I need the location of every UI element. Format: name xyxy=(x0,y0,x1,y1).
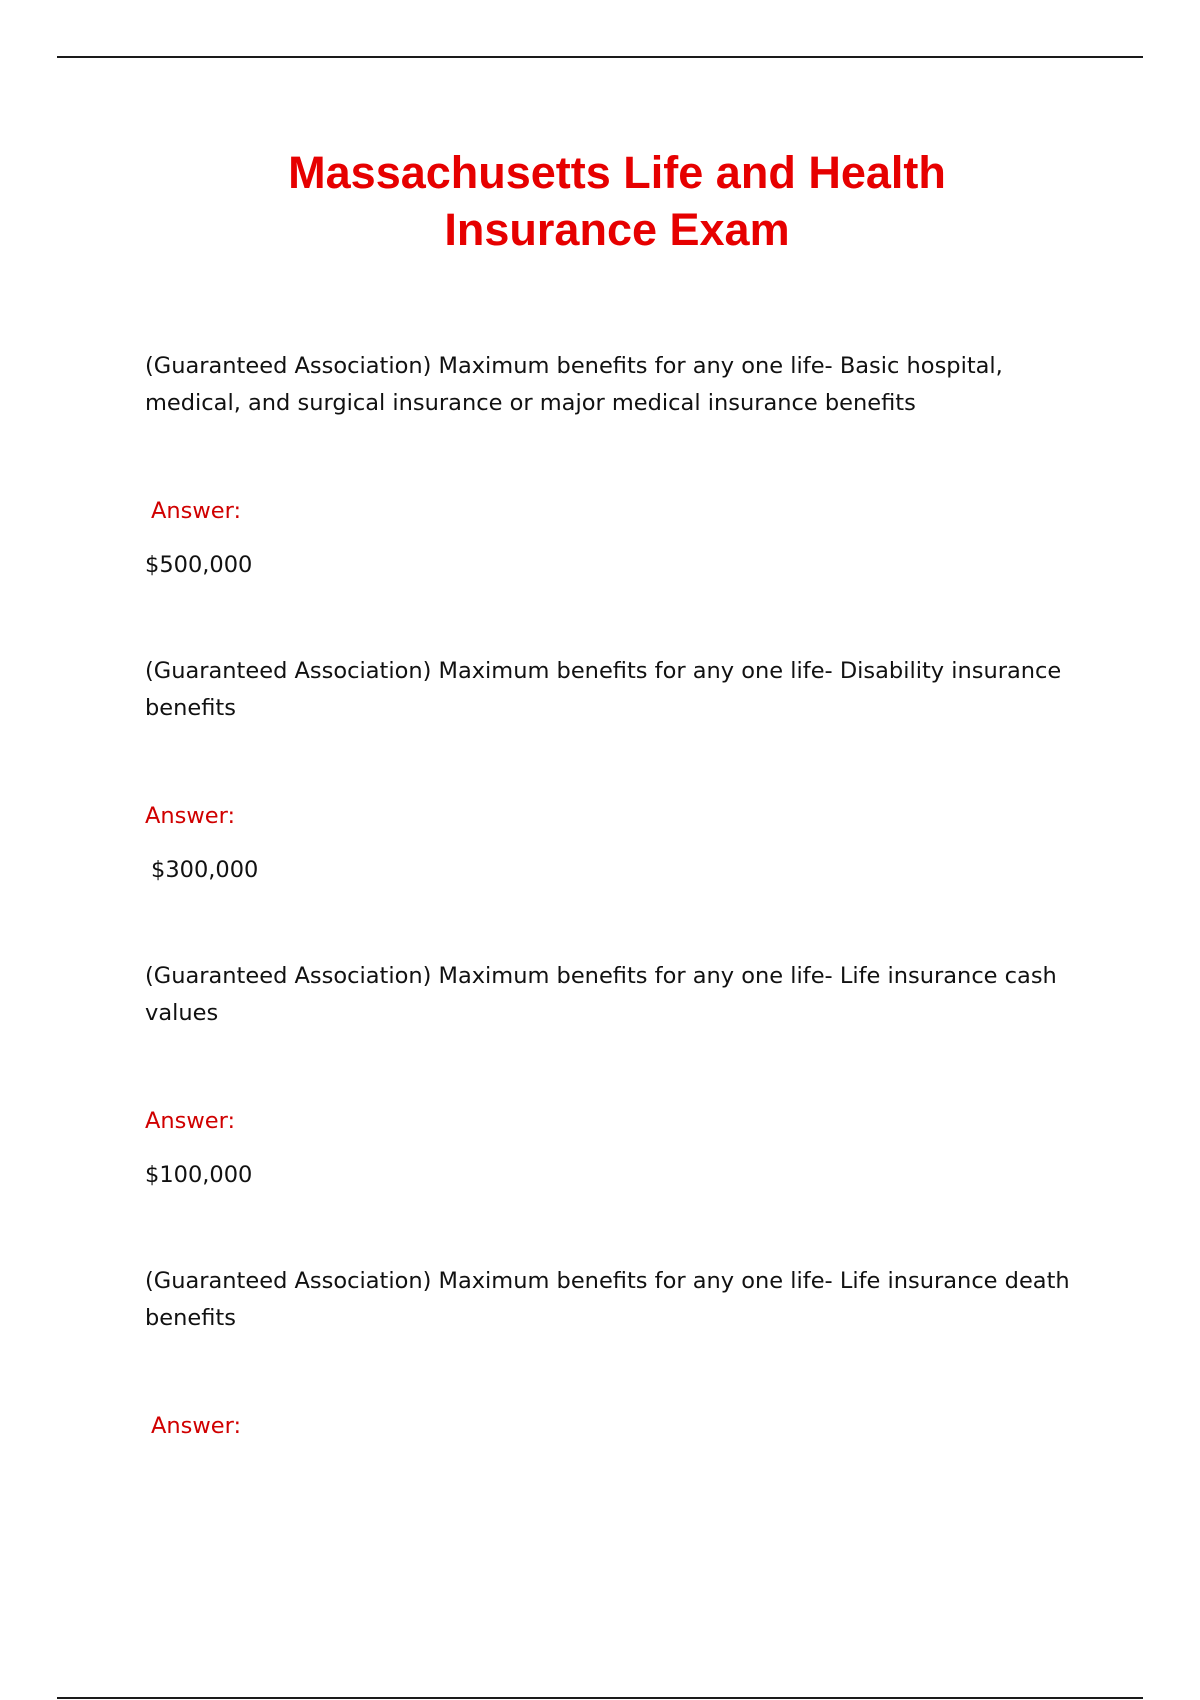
answer-value-3: $100,000 xyxy=(145,1162,253,1188)
document-title-line-2: Insurance Exam xyxy=(444,204,790,255)
document-title-line-1: Massachusetts Life and Health xyxy=(288,147,946,198)
answer-label-4: Answer: xyxy=(151,1413,242,1439)
answer-value-1: $500,000 xyxy=(145,552,253,578)
question-2: (Guaranteed Association) Maximum benefits for any one life- Disability insurance benefits xyxy=(145,658,1062,721)
answer-label-3: Answer: xyxy=(145,1108,236,1134)
qa-block-1 xyxy=(145,348,1105,578)
answer-label-1: Answer: xyxy=(151,498,242,524)
bottom-divider xyxy=(57,1697,1143,1699)
qa-block-3 xyxy=(145,958,1105,1188)
qa-block-4 xyxy=(145,1263,1105,1439)
answer-value-2: $300,000 xyxy=(151,857,259,883)
qa-block-2 xyxy=(145,653,1105,883)
answer-label-2: Answer: xyxy=(145,803,236,829)
document-title xyxy=(0,144,1200,258)
question-1: (Guaranteed Association) Maximum benefits for any one life- Basic hospital, medical, and surgical insurance or major medical insurance benefits xyxy=(145,353,1003,416)
top-divider xyxy=(57,56,1143,58)
question-3: (Guaranteed Association) Maximum benefits for any one life- Life insurance cash values xyxy=(145,963,1057,1026)
question-4: (Guaranteed Association) Maximum benefits for any one life- Life insurance death benefits xyxy=(145,1268,1070,1331)
